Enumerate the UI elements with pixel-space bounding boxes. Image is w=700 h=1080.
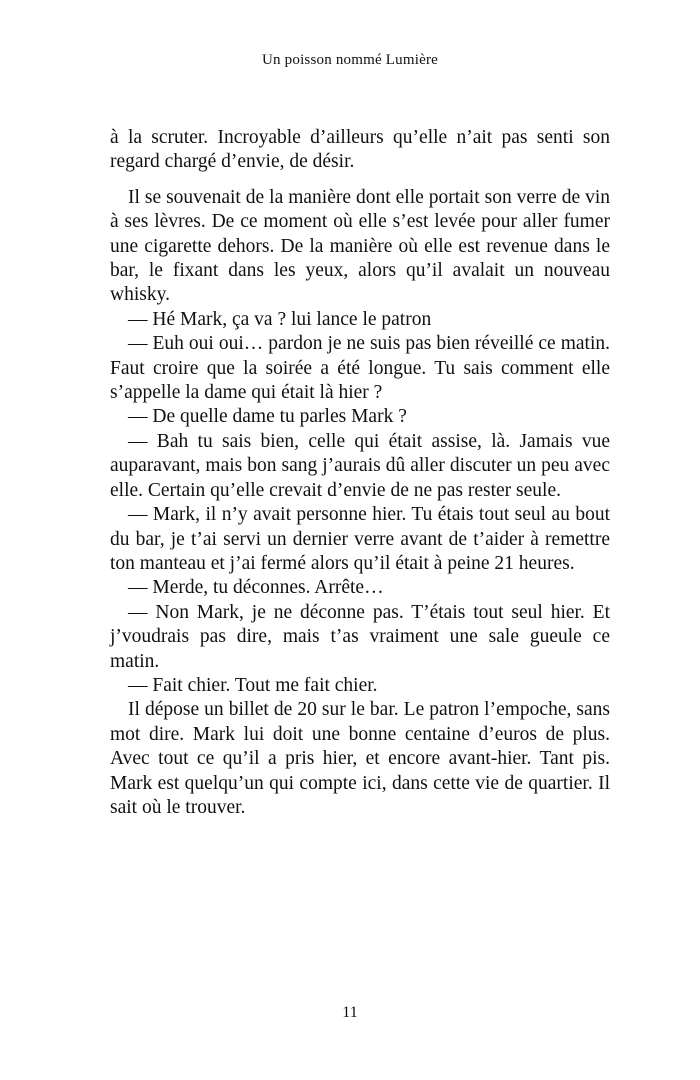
dialogue-line: — Mark, il n’y avait personne hier. Tu étais tout seul au bout du bar, je t’ai servi un dernier verre avant de t’aider à remettre ton manteau et j’ai fermé alors qu’il était à peine 21 heures. xyxy=(110,504,610,574)
dialogue-line: — Bah tu sais bien, celle qui était assise, là. Jamais vue auparavant, mais bon sang j’aurais dû aller discuter un peu avec elle. Certain qu’elle crevait d’envie de ne pas rester seule. xyxy=(110,430,610,501)
dialogue-line: — Fait chier. Tout me fait chier. xyxy=(128,674,378,696)
running-header: Un poisson nommé Lumière xyxy=(261,52,439,68)
paragraph: Il dépose un billet de 20 sur le bar. Le patron l’empoche, sans mot dire. Mark lui doit une bonne centaine d’euros de plus. Avec tout ce qu’il a pris hier, et encore avant-hier. Tant pis. Mark est quelqu’un qui compte ici, dans cette vie de quartier. Il sait où le trouver. xyxy=(110,699,610,818)
body-text xyxy=(110,126,610,820)
dialogue-line: — De quelle dame tu parles Mark ? xyxy=(128,406,407,428)
dialogue-line: — Euh oui oui… pardon je ne suis pas bien réveillé ce matin. Faut croire que la soirée a été longue. Tu sais comment elle s’appelle la dame qui était là hier ? xyxy=(110,333,610,404)
paragraph: Il se souvenait de la manière dont elle portait son verre de vin à ses lèvres. De ce moment où elle s’est levée pour aller fumer une cigarette dehors. De la manière où elle est revenue dans le bar, le fixant dans les yeux, alors qu’il avalait un nouveau whisky. xyxy=(110,186,610,306)
page-number: 11 xyxy=(342,1004,358,1021)
dialogue-line: — Merde, tu déconnes. Arrête… xyxy=(128,577,384,599)
dialogue-line: — Non Mark, je ne déconne pas. T’étais tout seul hier. Et j’voudrais pas dire, mais t’as vraiment une sale gueule ce matin. xyxy=(110,601,610,672)
paragraph-continuation: à la scruter. Incroyable d’ailleurs qu’elle n’ait pas senti son regard chargé d’envie, de désir. xyxy=(110,127,610,173)
dialogue-line: — Hé Mark, ça va ? lui lance le patron xyxy=(128,308,432,330)
